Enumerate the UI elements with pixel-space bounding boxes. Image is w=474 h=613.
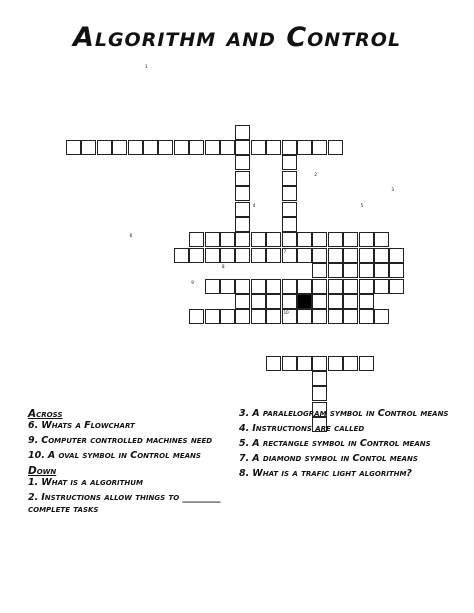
grid-cell[interactable] — [359, 356, 374, 371]
grid-cell[interactable] — [235, 171, 250, 186]
clue-down-5: 5. A rectangle symbol in Control means — [239, 438, 431, 449]
clue-down-8: 8. What is a trafic light algorithm? — [239, 468, 412, 479]
grid-cell[interactable] — [251, 309, 266, 324]
cell-number: 1 — [145, 64, 148, 69]
grid-cell[interactable] — [389, 263, 404, 278]
grid-cell[interactable] — [282, 294, 297, 309]
grid-cell[interactable] — [235, 294, 250, 309]
grid-cell[interactable] — [282, 232, 297, 247]
cell-number: 2 — [314, 171, 317, 177]
grid-cell[interactable] — [343, 232, 358, 247]
grid-cell[interactable] — [174, 248, 189, 263]
grid-cell[interactable] — [282, 140, 297, 155]
grid-cell[interactable] — [389, 279, 404, 294]
grid-cell[interactable] — [235, 155, 250, 170]
grid-cell[interactable] — [359, 248, 374, 263]
grid-cell[interactable] — [343, 309, 358, 324]
grid-cell[interactable] — [235, 232, 250, 247]
grid-cell[interactable] — [374, 263, 389, 278]
grid-cell[interactable] — [359, 232, 374, 247]
clue-across-10: 10. A oval symbol in Control means — [28, 450, 201, 461]
grid-cell[interactable] — [235, 186, 250, 201]
grid-cell[interactable] — [312, 309, 327, 324]
grid-cell[interactable] — [158, 140, 173, 155]
grid-cell[interactable] — [328, 232, 343, 247]
grid-cell[interactable] — [143, 140, 158, 155]
grid-cell[interactable] — [112, 140, 127, 155]
grid-cell[interactable] — [220, 279, 235, 294]
grid-cell[interactable] — [374, 279, 389, 294]
grid-cell[interactable] — [266, 232, 281, 247]
grid-cell[interactable] — [374, 309, 389, 324]
grid-cell[interactable] — [312, 232, 327, 247]
clue-across-9: 9. Computer controlled machines need — [28, 435, 213, 446]
grid-cell[interactable] — [128, 140, 143, 155]
grid-cell[interactable] — [205, 279, 220, 294]
grid-cell[interactable] — [251, 140, 266, 155]
cell-number: 6 — [129, 233, 133, 239]
grid-cell[interactable] — [282, 202, 297, 217]
grid-cell[interactable] — [220, 232, 235, 247]
cell-number: 7 — [283, 248, 287, 254]
grid-cell[interactable] — [343, 294, 358, 309]
grid-cell[interactable] — [235, 140, 250, 155]
grid-cell[interactable] — [343, 263, 358, 278]
grid-cell[interactable] — [266, 356, 281, 371]
grid-cell[interactable] — [328, 356, 343, 371]
grid-cell[interactable] — [205, 309, 220, 324]
grid-cell[interactable] — [282, 155, 297, 170]
grid-cell[interactable] — [312, 248, 327, 263]
grid-cell[interactable] — [205, 248, 220, 263]
grid-cell[interactable] — [297, 279, 312, 294]
grid-cell[interactable] — [343, 248, 358, 263]
grid-cell[interactable] — [282, 279, 297, 294]
page-title: Algorithm and Control — [72, 22, 402, 53]
clue-down-2: 2. Instructions allow things to ________ complete tasks — [28, 492, 221, 515]
across-heading: Across — [28, 408, 63, 420]
grid-cell[interactable] — [312, 140, 327, 155]
grid-cell[interactable] — [266, 279, 281, 294]
grid-cell[interactable] — [374, 248, 389, 263]
grid-cell[interactable] — [374, 232, 389, 247]
grid-cell[interactable] — [97, 140, 112, 155]
grid-cell[interactable] — [297, 356, 312, 371]
grid-cell[interactable] — [328, 248, 343, 263]
grid-cell[interactable] — [312, 294, 327, 309]
grid-cell[interactable] — [328, 279, 343, 294]
cell-number: 9 — [191, 279, 194, 285]
grid-cell[interactable] — [235, 248, 250, 263]
grid-cell[interactable] — [312, 279, 327, 294]
grid-cell[interactable] — [297, 232, 312, 247]
grid-cell[interactable] — [389, 248, 404, 263]
grid-cell[interactable] — [235, 279, 250, 294]
grid-cell[interactable] — [251, 294, 266, 309]
grid-cell[interactable] — [205, 140, 220, 155]
grid-cell[interactable] — [297, 140, 312, 155]
grid-cell[interactable] — [328, 263, 343, 278]
grid-cell[interactable] — [251, 279, 266, 294]
grid-cell[interactable] — [282, 356, 297, 371]
grid-cell[interactable] — [205, 232, 220, 247]
grid-cell[interactable] — [312, 371, 327, 386]
grid-cell[interactable] — [343, 356, 358, 371]
grid-cell[interactable] — [235, 125, 250, 140]
cell-number: 5 — [360, 202, 364, 208]
grid-cell[interactable] — [235, 202, 250, 217]
down-heading: Down — [28, 465, 57, 477]
clue-down-3: 3. A paralelogram symbol in Control means — [239, 408, 449, 419]
grid-cell[interactable] — [266, 294, 281, 309]
grid-cell[interactable] — [328, 294, 343, 309]
grid-cell[interactable] — [174, 140, 189, 155]
grid-cell[interactable] — [297, 309, 312, 324]
grid-cell[interactable] — [359, 309, 374, 324]
clues-right-column — [239, 408, 449, 483]
clue-down-4: 4. Instructions are called — [239, 423, 365, 434]
grid-cell[interactable] — [328, 140, 343, 155]
grid-cell[interactable] — [359, 294, 374, 309]
grid-cell[interactable] — [266, 140, 281, 155]
clue-down-7: 7. A diamond symbol in Contol means — [239, 453, 418, 464]
grid-cell[interactable] — [359, 263, 374, 278]
grid-cell[interactable] — [66, 140, 81, 155]
cell-number: 10 — [283, 310, 289, 316]
grid-cell[interactable] — [312, 263, 327, 278]
cell-number: 4 — [252, 202, 256, 208]
grid-cell[interactable] — [235, 309, 250, 324]
grid-cell[interactable] — [251, 232, 266, 247]
grid-cell[interactable] — [266, 309, 281, 324]
grid-cell[interactable] — [328, 309, 343, 324]
grid-cell[interactable] — [343, 279, 358, 294]
cell-number: 3 — [391, 187, 394, 193]
grid-cell[interactable] — [266, 248, 281, 263]
grid-cell[interactable] — [312, 386, 327, 401]
grid-cell[interactable] — [81, 140, 96, 155]
grid-block — [297, 294, 312, 309]
grid-cell[interactable] — [282, 171, 297, 186]
grid-cell[interactable] — [297, 248, 312, 263]
grid-cell[interactable] — [189, 140, 204, 155]
clue-across-6: 6. Whats a Flowchart — [28, 420, 135, 431]
grid-cell[interactable] — [220, 140, 235, 155]
grid-cell[interactable] — [189, 248, 204, 263]
grid-cell[interactable] — [251, 248, 266, 263]
grid-cell[interactable] — [220, 309, 235, 324]
clue-down-1: 1. What is a algorithum — [28, 477, 143, 488]
clues-left-column — [28, 408, 228, 519]
grid-cell[interactable] — [282, 217, 297, 232]
grid-cell[interactable] — [359, 279, 374, 294]
grid-cell[interactable] — [282, 186, 297, 201]
grid-cell[interactable] — [189, 232, 204, 247]
grid-cell[interactable] — [189, 309, 204, 324]
grid-cell[interactable] — [220, 248, 235, 263]
grid-cell[interactable] — [235, 217, 250, 232]
grid-cell[interactable] — [312, 356, 327, 371]
cell-number: 8 — [222, 264, 225, 270]
